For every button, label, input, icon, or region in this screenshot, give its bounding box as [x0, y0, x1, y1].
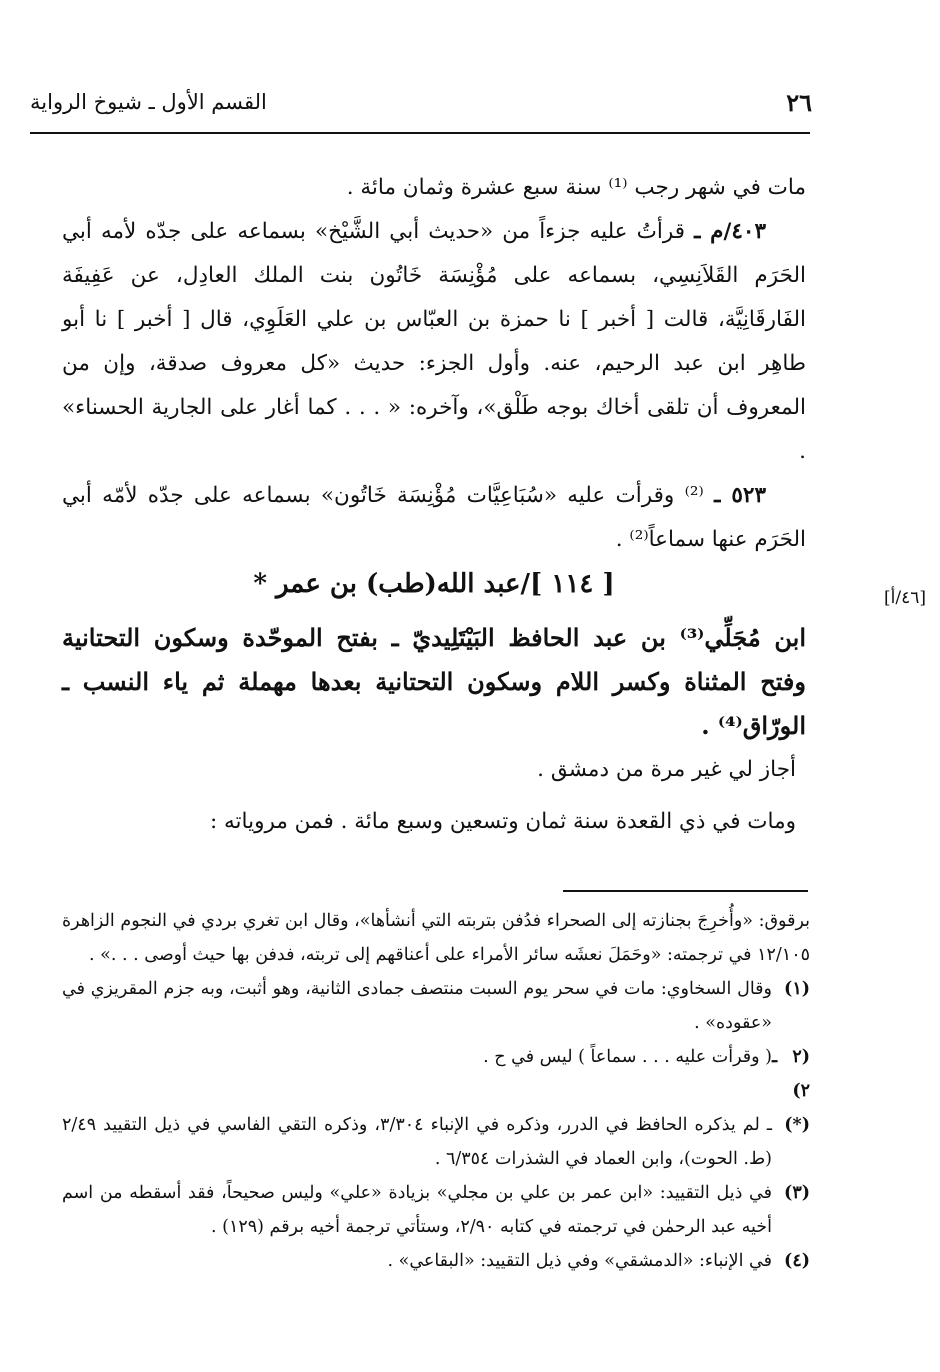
entry-403-number: ٤٠٣/م ـ [694, 219, 766, 244]
footnote [62, 1108, 810, 1176]
biography-heading: [ ١١٤ ]/عبد الله(طب) بن عمر * [253, 569, 615, 599]
death-line: مات في شهر رجب ⁽¹⁾ سنة سبع عشرة وثمان مائة . [346, 175, 806, 200]
biography-lineage: ابن مُجَلِّي⁽³⁾ بن عبد الحافظ البَيْتَلِيديّ ـ بفتح الموحّدة وسكون التحتانية وفتح المثناة وكسر اللام وسكون التحتانية بعدها مهملة ثم ياء النسب ـ الورّاق⁽⁴⁾ . [62, 623, 807, 740]
entry-403-text: قرأتُ عليه جزءاً من «حديث أبي الشَّيْخ» بسماعه على جدّه لأمه أبي الحَرَم القَلاَنِسِي، بسماعه على مُؤْنِسَة خَاتُون بنت الملك العادِل، عن عَفِيفَة الفَارقَانِيَّة، قالت [ أخبر ] نا حمزة بن العبّاس بن علي العَلَوِي، قال [ أخبر ] نا أبو طاهِر ابن عبد الرحيم، عنه. وأول الجزء: حديث «كل معروف صدقة، وإن من المعروف أن تلقى أخاك بوجه طَلْق»، وآخره: « . . . كما أغار على الجارية الحسناء» . [62, 219, 806, 464]
footnote-label: (٢ ـ ٢) [772, 1047, 810, 1101]
footnote-text: ( وقرأت عليه . . . سماعاً ) ليس في ح . [483, 1047, 772, 1067]
footnote-label: (١) [784, 979, 810, 999]
footnote-rule [563, 890, 808, 892]
manuscript-folio-marker: [٤٦/أ] [884, 588, 926, 608]
footnote [62, 1244, 810, 1278]
footnote-label: (*) [784, 1115, 810, 1135]
death-date-line: ومات في ذي القعدة سنة ثمان وتسعين وسبع مائة . فمن مروياته : [209, 809, 796, 834]
running-header: القسم الأول ـ شيوخ الرواية [30, 90, 267, 114]
footnote [62, 1040, 810, 1108]
entry-523 [62, 474, 806, 562]
page-number: ٢٦ [786, 88, 812, 117]
footnote-text: ـ لم يذكره الحافظ في الدرر، وذكره في الإنباء ٣/٣٠٤، وذكره التقي الفاسي في ذيل التقييد ٢/٤٩ (ط. الحوت)، وابن العماد في الشذرات ٦/٣٥٤ . [62, 1115, 772, 1169]
footnote-text: وقال السخاوي: مات في سحر يوم السبت منتصف جمادى الثانية، وهو أثبت، وبه جزم المقريزي في «عقوده» . [62, 979, 772, 1033]
footnote-label: (٤) [784, 1251, 810, 1271]
footnote-text: في ذيل التقييد: «ابن عمر بن علي بن مجلي» بزيادة «علي» وليس صحيحاً، فقد أسقطه من اسم أخيه عبد الرحمٰن في ترجمته في كتابه ٢/٩٠، وستأتي ترجمة أخيه برقم (١٢٩) . [62, 1183, 772, 1237]
footnote [62, 1176, 810, 1244]
footnote [62, 972, 810, 1040]
footnote-text: في الإنباء: «الدمشقي» وفي ذيل التقييد: «البقاعي» . [387, 1251, 772, 1271]
footnote-label: (٣) [784, 1183, 810, 1203]
entry-523-text: ⁽²⁾ وقرأت عليه «سُبَاعِيَّات مُؤْنِسَة خَاتُون» بسماعه على جدّه لأمّه أبي الحَرَم عنها سماعاً⁽²⁾ . [62, 483, 806, 552]
ijaza-line: أجاز لي غير مرة من دمشق . [537, 757, 796, 782]
entry-403 [62, 210, 806, 474]
footnote-continuation: برقوق: «وأُخرِجَ بجنازته إلى الصحراء فدُفن بتربته التي أنشأها»، وقال ابن تغري بردي في النجوم الزاهرة ١٢/١٠٥ في ترجمته: «وحَمَلَ نعشَه سائر الأمراء على أعناقهم إلى تربته، فدفن بها حيث أوصى . . .» . [62, 911, 810, 965]
footnotes [62, 904, 810, 1278]
entry-523-number: ٥٢٣ ـ [714, 483, 766, 508]
main-text [62, 166, 806, 844]
header-rule [30, 132, 810, 134]
